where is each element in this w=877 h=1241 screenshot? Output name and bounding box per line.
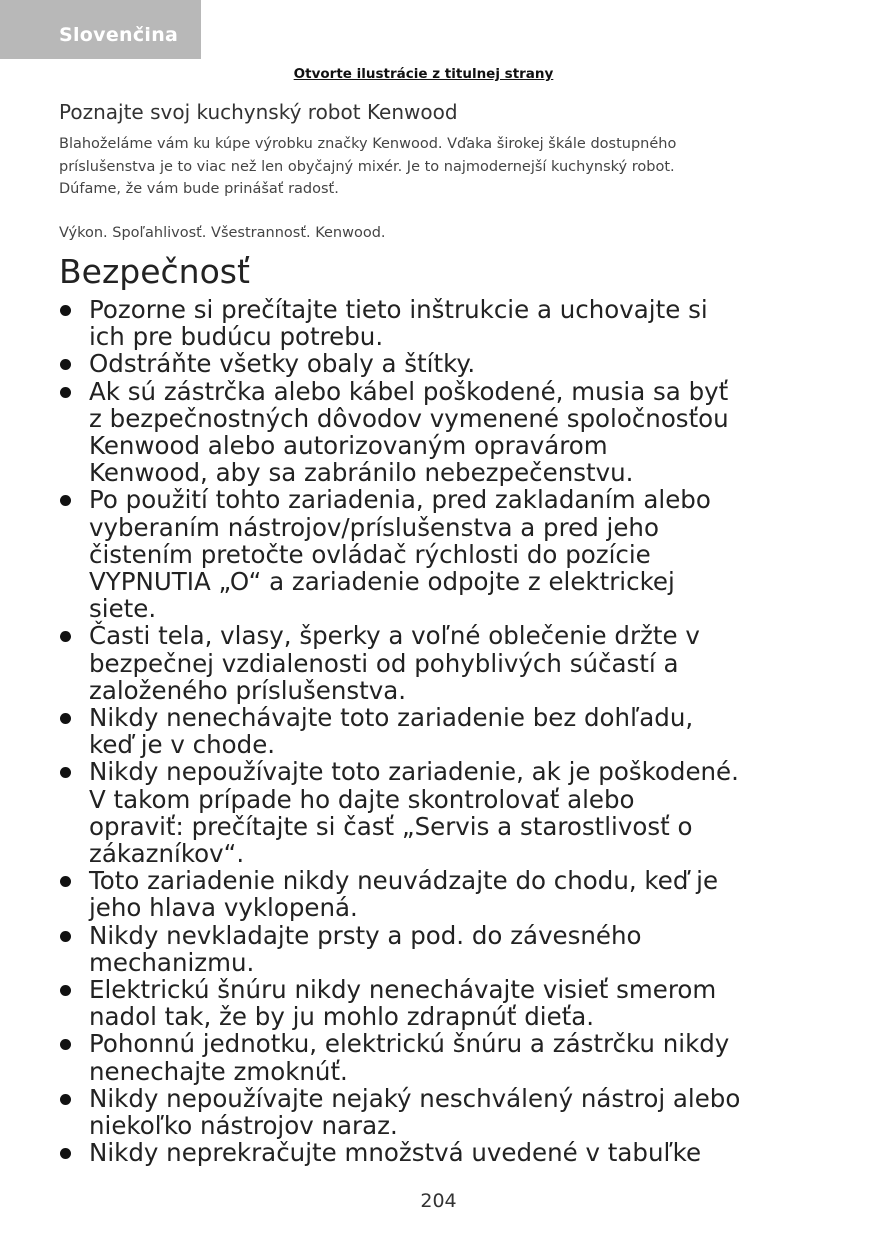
safety-item-line: nadol tak, že by ju mohlo zdrapnúť dieťa. <box>89 1002 595 1032</box>
safety-item <box>59 867 849 921</box>
safety-item-line: čistením pretočte ovládač rýchlosti do pozície <box>89 539 651 569</box>
safety-item <box>59 1030 849 1084</box>
safety-item-line: Nikdy neprekračujte množstvá uvedené v tabuľke <box>89 1138 702 1168</box>
safety-item <box>59 378 849 487</box>
safety-item-line: niekoľko nástrojov naraz. <box>89 1111 398 1141</box>
bullet-icon <box>60 387 71 398</box>
intro-title: Poznajte svoj kuchynský robot Kenwood <box>59 100 458 124</box>
safety-item <box>59 486 849 622</box>
safety-item <box>59 296 849 350</box>
safety-item-line: založeného príslušenstva. <box>89 675 407 705</box>
intro-paragraph <box>59 133 819 201</box>
safety-item-line: Odstráňte všetky obaly a štítky. <box>89 349 476 379</box>
bullet-icon <box>60 305 71 316</box>
language-tab: Slovenčina <box>0 0 201 59</box>
illustrations-link[interactable]: Otvorte ilustrácie z titulnej strany <box>293 66 554 82</box>
safety-item <box>59 976 849 1030</box>
safety-item-line: siete. <box>89 594 157 624</box>
safety-item-line: Pozorne si prečítajte tieto inštrukcie a uchovajte si <box>89 295 708 324</box>
safety-item-line: bezpečnej vzdialenosti od pohyblivých súčastí a <box>89 648 679 678</box>
tagline: Výkon. Spoľahlivosť. Všestrannosť. Kenwood. <box>59 225 386 241</box>
safety-item-line: mechanizmu. <box>89 947 255 977</box>
safety-item <box>59 758 849 867</box>
bullet-icon <box>60 876 71 887</box>
bullet-icon <box>60 1039 71 1050</box>
safety-item <box>59 622 849 704</box>
safety-item-line: Nikdy nepoužívajte nejaký neschválený nástroj alebo <box>89 1083 741 1113</box>
safety-item-line: Toto zariadenie nikdy neuvádzajte do chodu, keď je <box>89 866 719 896</box>
safety-item-line: nenechajte zmoknúť. <box>89 1056 348 1086</box>
safety-item-line: Elektrickú šnúru nikdy nenechávajte visieť smerom <box>89 975 717 1005</box>
safety-item-line: zákazníkov“. <box>89 839 245 869</box>
safety-list <box>59 296 849 1167</box>
safety-item-line: Nikdy nepoužívajte toto zariadenie, ak je poškodené. <box>89 757 739 787</box>
intro-line: Dúfame, že vám bude prinášať radosť. <box>59 181 339 197</box>
bullet-icon <box>60 1094 71 1105</box>
safety-item <box>59 1085 849 1139</box>
safety-item-line: Časti tela, vlasy, šperky a voľné oblečenie držte v <box>89 621 700 651</box>
safety-item-line: Pohonnú jednotku, elektrickú šnúru a zástrčku nikdy <box>89 1029 730 1059</box>
safety-item-line: Ak sú zástrčka alebo kábel poškodené, musia sa byť <box>89 376 729 406</box>
safety-item-line: Kenwood alebo autorizovaným opravárom <box>89 431 608 461</box>
safety-item-line: VYPNUTIA „O“ a zariadenie odpojte z elektrickej <box>89 567 675 597</box>
safety-item-line: Nikdy nenechávajte toto zariadenie bez dohľadu, <box>89 703 694 733</box>
safety-item-line: jeho hlava vyklopená. <box>89 893 358 923</box>
safety-item-line: Kenwood, aby sa zabránilo nebezpečenstvu. <box>89 458 634 488</box>
bullet-icon <box>60 767 71 778</box>
bullet-icon <box>60 713 71 724</box>
bullet-icon <box>60 359 71 370</box>
safety-item-line: opraviť: prečítajte si časť „Servis a starostlivosť o <box>89 811 693 841</box>
bullet-icon <box>60 931 71 942</box>
safety-item-line: Po použití tohto zariadenia, pred zakladaním alebo <box>89 485 711 515</box>
safety-item <box>59 350 849 377</box>
bullet-icon <box>60 985 71 996</box>
safety-item-line: vyberaním nástrojov/príslušenstva a pred jeho <box>89 512 659 542</box>
safety-heading: Bezpečnosť <box>59 252 250 291</box>
safety-item-line: ich pre budúcu potrebu. <box>89 322 384 352</box>
safety-item-line: keď je v chode. <box>89 730 276 760</box>
bullet-icon <box>60 631 71 642</box>
intro-line: príslušenstva je to viac než len obyčajný mixér. Je to najmodernejší kuchynský robot. <box>59 158 675 175</box>
bullet-icon <box>60 495 71 506</box>
bullet-icon <box>60 1148 71 1159</box>
safety-item <box>59 704 849 758</box>
safety-item <box>59 922 849 976</box>
safety-item-line: z bezpečnostných dôvodov vymenené spoločnosťou <box>89 403 729 433</box>
safety-item-line: V takom prípade ho dajte skontrolovať alebo <box>89 784 635 814</box>
safety-item-line: Nikdy nevkladajte prsty a pod. do závesného <box>89 920 642 950</box>
intro-line: Blahoželáme vám ku kúpe výrobku značky Kenwood. Vďaka širokej škále dostupného <box>59 136 677 152</box>
page-number: 204 <box>420 1190 457 1212</box>
safety-item <box>59 1139 849 1166</box>
